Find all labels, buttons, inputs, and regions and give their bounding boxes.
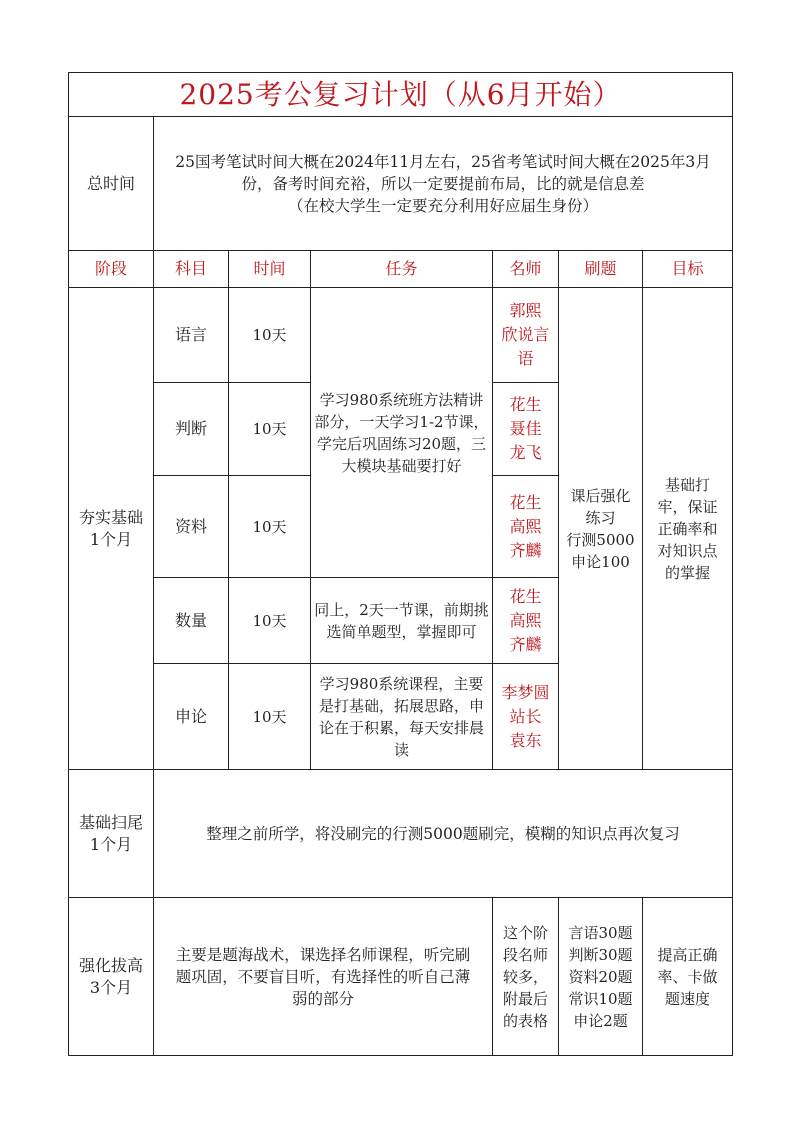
header-teacher: 名师 <box>493 251 559 288</box>
teacher-cell: 花生 聂佳 龙飞 <box>493 383 559 476</box>
total-time-label: 总时间 <box>69 117 154 251</box>
stage-3-goal: 提高正确 率、卡做 题速度 <box>643 898 733 1056</box>
teacher-cell: 李梦圆 站长 袁东 <box>493 664 559 770</box>
stage-1-label: 夯实基础 1个月 <box>69 288 154 770</box>
header-task: 任务 <box>311 251 493 288</box>
page-title: 2025考公复习计划（从6月开始） <box>69 73 733 117</box>
subject-cell: 语言 <box>154 288 229 383</box>
header-practice: 刷题 <box>559 251 643 288</box>
time-cell: 10天 <box>229 288 311 383</box>
goal-cell-stage1: 基础打 牢，保证 正确率和 对知识点 的掌握 <box>643 288 733 770</box>
header-row <box>69 251 733 288</box>
header-goal: 目标 <box>643 251 733 288</box>
subject-cell: 数量 <box>154 578 229 664</box>
stage-2-row <box>69 770 733 898</box>
stage-3-task: 主要是题海战术，课选择名师课程，听完刷题巩固，不要盲目听，有选择性的听自己薄弱的部分 <box>154 898 493 1056</box>
teacher-cell: 郭熙 欣说言 语 <box>493 288 559 383</box>
table-row <box>69 288 733 383</box>
header-stage: 阶段 <box>69 251 154 288</box>
stage-2-label: 基础扫尾 1个月 <box>69 770 154 898</box>
header-subject: 科目 <box>154 251 229 288</box>
teacher-cell: 花生 高熙 齐麟 <box>493 476 559 578</box>
time-cell: 10天 <box>229 664 311 770</box>
title-row <box>69 73 733 117</box>
practice-cell-stage1: 课后强化 练习 行测5000 申论100 <box>559 288 643 770</box>
teacher-cell: 花生 高熙 齐麟 <box>493 578 559 664</box>
task-cell-foundation: 学习980系统班方法精讲部分，一天学习1-2节课，学完后巩固练习20题，三大模块基础要打好 <box>311 288 493 578</box>
subject-cell: 判断 <box>154 383 229 476</box>
subject-cell: 资料 <box>154 476 229 578</box>
task-cell-essay: 学习980系统课程，主要是打基础，拓展思路，申论在于积累，每天安排晨读 <box>311 664 493 770</box>
time-cell: 10天 <box>229 383 311 476</box>
task-cell-quant: 同上，2天一节课，前期挑选简单题型，掌握即可 <box>311 578 493 664</box>
total-time-text: 25国考笔试时间大概在2024年11月左右，25省考笔试时间大概在2025年3月份，备考时间充裕，所以一定要提前布局，比的就是信息差 （在校大学生一定要充分利用好应届生身份） <box>154 117 733 251</box>
stage-3-row <box>69 898 733 1056</box>
study-plan-table <box>68 72 733 1056</box>
total-time-row <box>69 117 733 251</box>
subject-cell: 申论 <box>154 664 229 770</box>
stage-3-label: 强化拔高 3个月 <box>69 898 154 1056</box>
stage-3-practice: 言语30题 判断30题 资料20题 常识10题 申论2题 <box>559 898 643 1056</box>
stage-3-teacher: 这个阶 段名师 较多， 附最后 的表格 <box>493 898 559 1056</box>
time-cell: 10天 <box>229 476 311 578</box>
header-time: 时间 <box>229 251 311 288</box>
time-cell: 10天 <box>229 578 311 664</box>
stage-2-text: 整理之前所学，将没刷完的行测5000题刷完，模糊的知识点再次复习 <box>154 770 733 898</box>
